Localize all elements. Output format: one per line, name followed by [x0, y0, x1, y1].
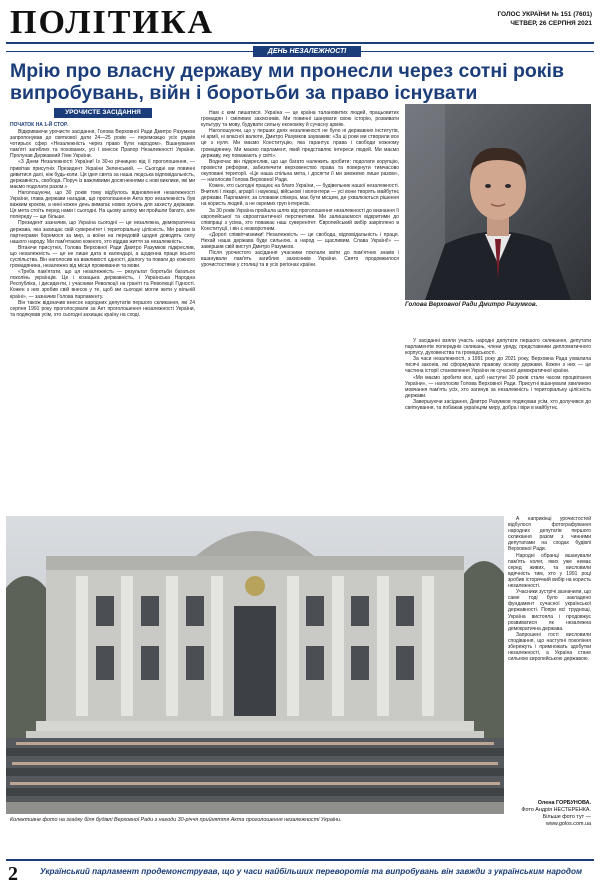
group-photo-caption: Колективне фото на згадку біля будівлі Верховної Ради з нагоди 30-річчя прийняття Акта проголошення незалежності України. — [10, 817, 342, 823]
paragraph: За 30 років Україна пройшла шлях від проголошення незалежності до визнання її європейської та євроатлантичної перспективи. Ми залишаємося відкритими до співпраці з усіма, хто поважає наш суверенітет. Європейський вибір закріплено в Конституції, і він є незворотним. — [201, 207, 399, 232]
more-photos-label: Більше фото тут — — [542, 814, 591, 820]
paragraph: Відкриваючи урочисте засідання, Голова Верховної Ради Дмитро Разумков запропонував до святкової дати 24—25 років — переможцю усіх рядків чотирьох сфер «Незалежність через право бути народом». Вшанування пам'яті загиблих та похованих, усі і внесок Прапор Незалежності України. Пролунав Державний Гімн України. — [10, 129, 195, 160]
website-link[interactable]: www.golos.com.ua — [546, 821, 591, 827]
group-photo — [6, 516, 504, 814]
article-column-3 — [405, 338, 591, 511]
paragraph: Вітаючи присутніх, Голова Верховної Ради Дмитро Разумков підкреслив, що незалежність — це не лише дата в календарі, а щоденна праця всього суспільства. Він наголосив на важливості єдності, діалогу та поваги до кожного громадянина, незалежно від місця проживання та мови. — [10, 244, 195, 270]
paragraph: Учасники зустрічі зазначили, що саме тоді було закладено фундамент сучасної української державності. Попри всі труднощі, Україна вистояла і продовжує розвиватися як незалежна демократична держава. — [508, 589, 591, 632]
page-number: 2 — [8, 863, 18, 885]
paragraph: «З Днем Незалежності України! Із 30-ю річницею від її проголошення, — привітав присутніх Президент України Зеленський. — Сьогодні ми повинні дивитися далі, ніж будь-коли. Ця ідея свята за наша людська відповідальність, державність, свобода. Поруч із важливими досягненнями є нові виклики, які ми маємо подолати разом.» — [10, 159, 195, 190]
issue-date: ЧЕТВЕР, 26 СЕРПНЯ 2021 — [510, 20, 592, 27]
portrait-photo — [405, 104, 591, 300]
article-headline: Мрію про власну державу ми пронесли через сотні років випробувань, війн і боротьби за право існувати — [10, 60, 564, 104]
paragraph: «Треба пам'ятати, що ця незалежність — результат боротьби багатьох поколінь українців. Це і козацька державність, і Українська Народна Республіка, і дисиденти, і учасники Революції на граніті та Революції Гідності. Кожен з них зробив свій внесок у те, щоб ми сьогодні могли жити у вільній країні», — зазначив Голова парламенту. — [10, 269, 195, 300]
paragraph: Запрошені гості висловили сподівання, що наступні покоління збережуть і примножать здобутки незалежності, а Україна стане сильною європейською державою. — [508, 631, 591, 663]
footer-slogan: Український парламент продемонстрував, що у часи найбільших переворотів та випробувань він завжди з українським народом — [40, 867, 583, 876]
continued-from-label: ПОЧАТОК НА 1-Й СТОР. — [10, 122, 68, 128]
paragraph: Водночас він підкреслив, що ще багато належить зробити: подолати корупцію, провести реформи, забезпечити верховенство права та повернути тимчасово окуповані території. «Це наша спільна мета, і досягти її ми зможемо лише разом», — наголосив Голова Верховної Ради. — [201, 158, 399, 184]
page-footer — [6, 859, 594, 883]
paragraph: Президент зазначив, що Україна сьогодні — це незалежна, демократична держава, яка захищає свій суверенітет і територіальну цілісність. Ми разом із партнерами боремося за мир, а воїни на передовій щодня доводять силу нашого народу. Ми пам'ятаємо кожного, хто віддав життя за незалежність. — [10, 220, 195, 245]
paragraph: Завершуючи засідання, Дмитро Разумков подякував усім, хто долучився до святкування, та побажав українцям миру, добра і віри в майбутнє. — [405, 398, 591, 412]
issue-number: ГОЛОС УКРАЇНИ № 151 (7601) — [497, 11, 592, 18]
paragraph: Після урочистого засідання учасники поклали квіти до пам'ятних знаків і вшанували пам'ять загиблих захисників України. Свято продовжилося урочистостями у столиці та в усіх регіонах країни. — [201, 250, 399, 269]
paragraph: «Дорогі співвітчизники! Незалежність — це свобода, відповідальність і праця. Нехай наша держава буде сильною, а народ — щасливим. Слава Україні!» — завершив свій виступ Дмитро Разумков. — [201, 231, 399, 251]
photo-credit: Фото Андрія НЕСТЕРЕНКА. — [521, 807, 591, 813]
portrait-caption: Голова Верховної Ради Дмитро Разумков. — [405, 301, 538, 308]
sub-rubric-label: УРОЧИСТЕ ЗАСІДАННЯ — [54, 108, 152, 118]
paragraph: Наголошуючи, що у перших днях незалежності не було ні державних інститутів, ні армії, ні власної валюти, Дмитро Разумков зауважив: «За ці роки ми створили все це з нуля. Ми маємо Конституцію, яка гарантує права і свободи кожному громадянину. Ми маємо парламент, який представляє інтереси людей. Ми маємо державу, яку поважають у світі». — [201, 128, 399, 159]
paragraph: «Ми маємо зробити все, щоб наступні 30 років стали часом процвітання України», — наголосив Голова Верховної Ради. Присутні вшанували хвилиною мовчання пам'ять усіх, хто загинув за незалежність і територіальну цілісність держави. — [405, 374, 591, 399]
parliament-building-illustration — [6, 516, 504, 814]
portrait-illustration — [405, 104, 591, 300]
paragraph: У засіданні взяли участь народні депутати першого скликання, депутати парламентів попередніх скликань, члени уряду, представники дипломатичного корпусу, духовенства та громадськості. — [405, 338, 591, 357]
paragraph: Наголошуючи, що 30 років тому відбулось відновлення незалежності України, глава держави нагадав, що проголошення Акта про незалежність був важким кроком, а нині кожен день вимагає нових зусиль для захисту держави. Ця мета стоїть перед нами і сьогодні. На цьому шляху ми пройшли багато, але попереду — ще більше. — [10, 189, 195, 221]
paragraph: Кожен, хто сьогодні працює на благо України, — будівельник нашої незалежності. Вчителі і лікарі, аграрії і науковці, військові і волонтери — усі вони творять майбутнє держави. Парламент, за словами спікера, має бути місцем, де ухвалюються рішення на користь людей, а не окремих груп інтересів. — [201, 183, 399, 208]
section-title: ПОЛІТИКА — [10, 4, 215, 41]
paragraph: Нам є ким пишатися. Україна — це країна талановитих людей, працьовитих громадян і сміливих захисників. Ми повинні шанувати свою історію, розвивати культуру та мову, будувати сильну економіку й сучасну армію. — [201, 110, 399, 129]
byline — [508, 800, 591, 828]
paragraph: За часи незалежності, з 1991 року до 2021 року, Верховна Рада ухвалила тисячі законів, які сформували правову основу держави. Кожен з них — це частина історії становлення України як сучасної демократичної країни. — [405, 356, 591, 375]
paragraph: Народні обранці вшанували пам'ять колег, яких уже немає серед живих, та висловили вдячність тим, хто у 1991 році зробив історичний вибір на користь незалежності. — [508, 552, 591, 590]
paragraph: А наприкінці урочистостей відбулося фотографування народних депутатів першого скликання разом з чинними депутатами на сходах будівлі Верховної Ради. — [508, 516, 591, 553]
rubric-label: ДЕНЬ НЕЗАЛЕЖНОСТІ — [253, 46, 361, 57]
masthead — [6, 4, 594, 44]
author-name: Олена ГОРБУНОВА. — [537, 800, 591, 806]
article-column-1 — [10, 129, 195, 511]
article-column-2 — [201, 110, 399, 511]
issue-info — [497, 10, 592, 28]
article-column-4 — [508, 516, 591, 796]
paragraph: Він також відзначив внесок народних депутатів першого скликання, які 24 серпня 1991 року проголосували за Акт проголошення незалежності України, та подякував усім, хто сьогодні захищає країну на сході. — [10, 299, 195, 318]
